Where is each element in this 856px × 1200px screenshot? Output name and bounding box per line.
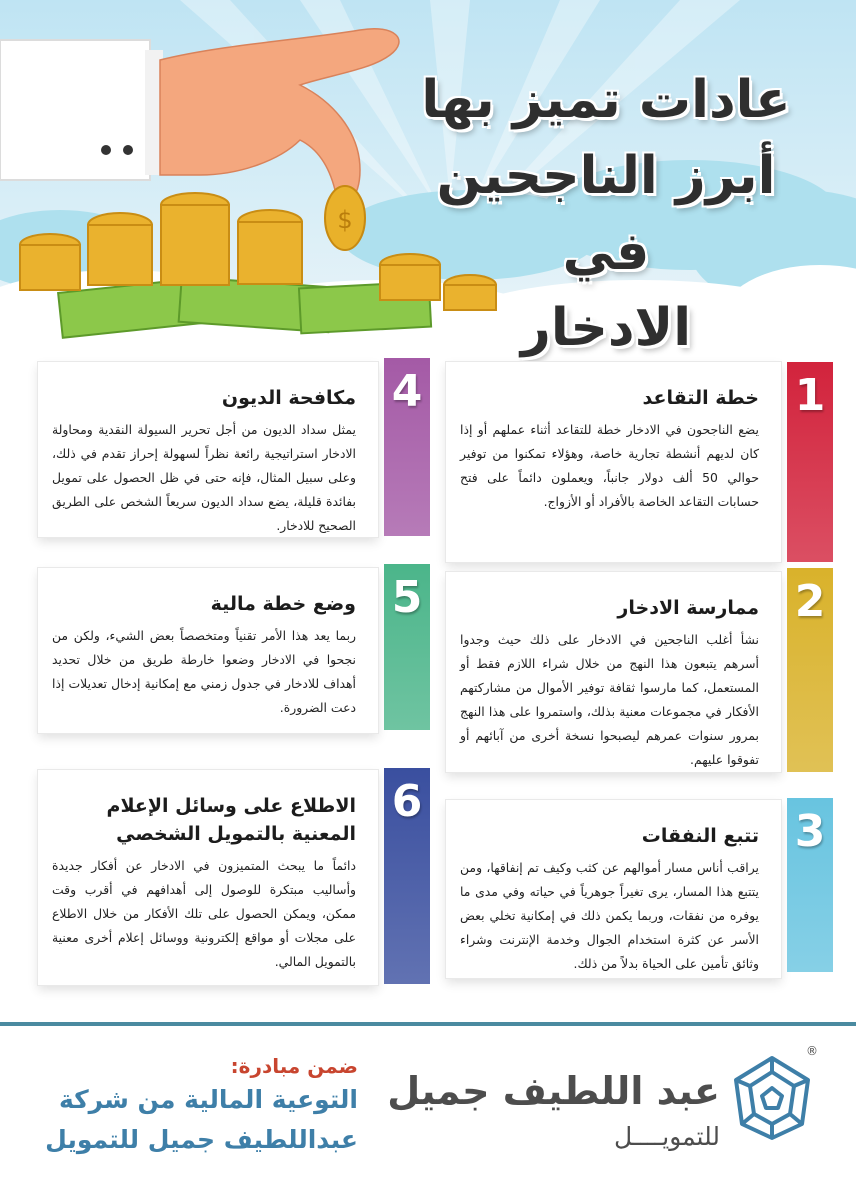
sleeve: [0, 40, 163, 180]
habit-card-5: [38, 568, 378, 733]
initiative-block: [38, 1052, 358, 1160]
footer-divider: [0, 1022, 856, 1026]
initiative-line1: التوعية المالية من شركة: [58, 1085, 358, 1114]
hero-title-line1: عادات تميز بها: [421, 70, 791, 130]
hero-title-line3: الادخار: [520, 298, 692, 358]
habit-title: الاطلاع على وسائل الإعلام المعنية بالتمويل الشخصي: [106, 795, 356, 845]
habit-card-1: [446, 362, 781, 562]
svg-text:$: $: [337, 206, 353, 234]
logo-emblem-icon: [724, 1050, 820, 1142]
logo-name: عبد اللطيف جميل: [387, 1069, 720, 1113]
habit-number-6: 6: [384, 768, 430, 984]
registered-mark: ®: [806, 1044, 818, 1058]
habits-cards: [0, 340, 856, 1010]
company-logo: [387, 1044, 820, 1170]
hero-banner: [0, 0, 856, 370]
habit-body: نشأ أغلب الناجحين في الادخار على ذلك حيث وجدوا أسرهم يتبعون هذا النهج من خلال شراء اللازم فقط أو المستعمل، كما مارسوا ثقافة توفير الأموال من مشاركتهم الأفكار في مجموعات معنية بذلك، واستمروا على هذا النهج بمرور سنوات عمرهم ليصبحوا نسخة أخرى من آبائهم أو تفوقوا عليهم.: [460, 632, 759, 767]
habit-card-2: [446, 572, 781, 772]
logo-subtitle: للتمويــــل: [614, 1122, 720, 1151]
habit-body: دائماً ما يبحث المتميزون في الادخار عن أفكار جديدة وأساليب مبتكرة للوصول إلى أهدافهم في أقرب وقت ممكن، ويمكن الحصول على تلك الأفكار من خلال الاطلاع على مجلات أو مواقع إلكترونية ووسائل إعلام أخرى معنية بالتمويل المالي.: [52, 858, 356, 969]
hero-title-line2: أبرز الناجحين في: [436, 146, 776, 282]
hero-title: [396, 62, 816, 366]
habit-card-4: [38, 362, 378, 537]
initiative-label: ضمن مبادرة:: [230, 1054, 358, 1078]
habit-body: يراقب أناس مسار أموالهم عن كثب وكيف تم إنفاقها، ومن يتتبع هذا المسار، يرى تغيراً جوهرياً في حياته وفي مدى ما يوفره من نفقات، وربما يكمن ذلك في إمكانية تخلي بعض الأسر عن كثرة استخدام الجوال وخدمة الإنترنت وشراء وثائق تأمين على الحياة بدلاً من ذلك.: [460, 860, 759, 971]
habit-body: ربما يعد هذا الأمر تقنياً ومتخصصاً بعض الشيء، ولكن من نجحوا في الادخار وضعوا خارطة طريق من خلال تحديد أهداف للادخار في جدول زمني مع إمكانية إدخال تعديلات إذا دعت الضرورة.: [52, 628, 356, 715]
habit-title: خطة التقاعد: [642, 387, 759, 409]
habit-card-3: [446, 800, 781, 978]
habit-number-2: 2: [787, 568, 833, 772]
habit-title: ممارسة الادخار: [617, 597, 759, 619]
hand: [160, 29, 399, 201]
habit-number-5: 5: [384, 564, 430, 730]
habit-title: مكافحة الديون: [221, 387, 356, 409]
habit-body: يمثل سداد الديون من أجل تحرير السيولة النقدية ومحاولة الادخار استراتيجية رائعة نظراً لسهولة إحراز تقدم في ذلك، وعلى سبيل المثال، فإنه حتى في ظل الحصول على تمويل بفائدة قليلة، يضع سداد الديون سريعاً الشخص على الطريق الصحيح للادخار.: [52, 422, 356, 533]
habit-card-6: [38, 770, 378, 985]
initiative-line2: عبداللطيف جميل للتمويل: [45, 1125, 358, 1154]
habit-title: تتبع النفقات: [641, 825, 759, 847]
habit-body: يضع الناجحون في الادخار خطة للتقاعد أثناء عملهم أو إذا كان لديهم أنشطة تجارية خاصة، وهؤلاء تمكنوا من توفير حوالي 50 ألف دولار جانباً، ويعملون دائماً على فتح حسابات التقاعد الخاصة بالأفراد أو الأزواج.: [460, 422, 759, 509]
habit-number-1: 1: [787, 362, 833, 562]
habit-title: وضع خطة مالية: [210, 593, 356, 615]
habit-number-4: 4: [384, 358, 430, 536]
habit-number-3: 3: [787, 798, 833, 972]
